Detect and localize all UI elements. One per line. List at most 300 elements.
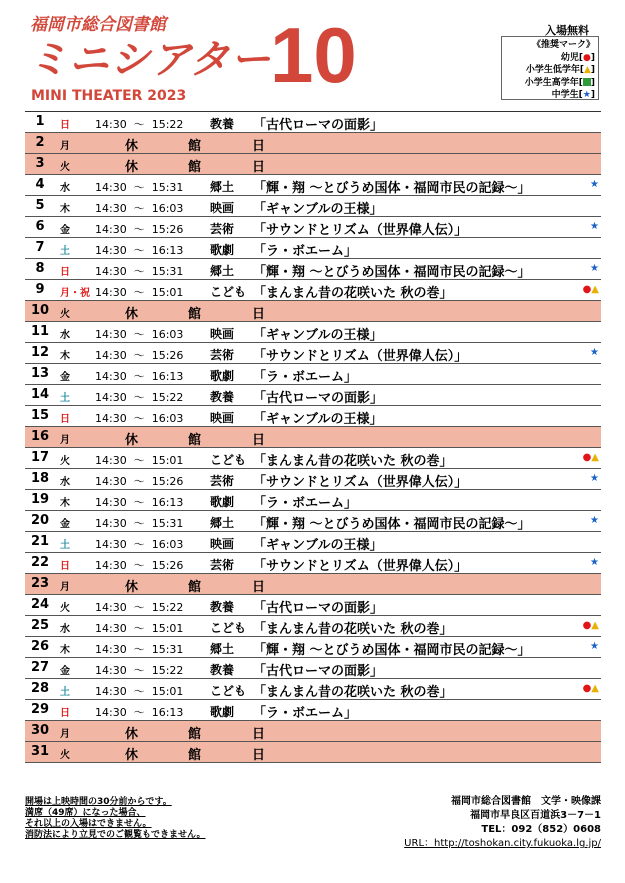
film-title: 「ラ・ボエーム」 [253, 370, 358, 385]
time-separator: ～ [133, 622, 145, 635]
circle-mark-icon: ● [582, 620, 592, 631]
closed-char: 館 [188, 433, 202, 448]
weekday: 月 [60, 141, 70, 152]
closed-char: 日 [252, 580, 266, 595]
film-title: 「輝・翔 ～とびうめ国体・福岡市民の記録～」 [253, 517, 531, 532]
start-time: 14:30 [95, 622, 127, 635]
start-time: 14:30 [95, 349, 127, 362]
start-time: 14:30 [95, 454, 127, 467]
circle-mark-icon: ● [582, 683, 592, 694]
triangle-mark-icon: ▲ [591, 452, 599, 463]
closed-char: 館 [188, 160, 202, 175]
time-separator: ～ [133, 265, 145, 278]
end-time: 15:26 [151, 223, 184, 236]
start-time: 14:30 [95, 538, 127, 551]
recommend-marks [590, 263, 599, 274]
circle-mark-icon: ● [582, 284, 592, 295]
day-number: 27 [30, 660, 50, 675]
admission-label: 入場無料 [545, 24, 589, 37]
end-time: 15:26 [151, 475, 184, 488]
day-number: 21 [30, 534, 50, 549]
start-time: 14:30 [95, 202, 127, 215]
recommend-marks [583, 620, 599, 631]
footer-notes [25, 797, 206, 841]
day-number: 31 [30, 744, 50, 759]
film-title: 「古代ローマの面影」 [253, 601, 384, 616]
weekday: 木 [60, 204, 70, 215]
showtime [95, 284, 183, 300]
day-number: 1 [35, 114, 45, 129]
closed-char: 日 [252, 727, 266, 742]
weekday: 金 [60, 666, 70, 677]
start-time: 14:30 [95, 706, 127, 719]
note-line: 開場は上映時間の30分前からです。 [25, 797, 172, 807]
weekday: 水 [60, 477, 70, 488]
screening-row [25, 469, 601, 490]
showtime [95, 242, 183, 258]
weekday: 火 [60, 603, 70, 614]
day-number: 5 [35, 198, 45, 213]
time-separator: ～ [133, 391, 145, 404]
start-time: 14:30 [95, 496, 127, 509]
closed-day-row [25, 427, 601, 448]
category: 教養 [210, 600, 235, 614]
end-time: 16:03 [151, 412, 184, 425]
time-separator: ～ [133, 496, 145, 509]
start-time: 14:30 [95, 370, 127, 383]
note-line: 消防法により立見でのご観覧もできません。 [25, 830, 206, 840]
closed-day-row [25, 154, 601, 175]
legend-item-lower-elem: 小学生低学年[▲] [525, 65, 595, 75]
day-number: 23 [30, 576, 50, 591]
screening-row [25, 637, 601, 658]
time-separator: ～ [133, 664, 145, 677]
end-time: 15:31 [151, 517, 184, 530]
start-time: 14:30 [95, 223, 127, 236]
film-title: 「ギャンブルの王様」 [253, 412, 383, 427]
end-time: 15:22 [151, 391, 184, 404]
category: 郷土 [210, 642, 235, 656]
weekday: 日 [60, 708, 70, 719]
weekday: 月・祝 [60, 288, 90, 299]
end-time: 15:01 [151, 454, 184, 467]
closed-char: 日 [252, 139, 266, 154]
closed-char: 休 [125, 307, 139, 322]
legend-item-infant: 幼児[●] [560, 52, 595, 63]
recommend-marks [590, 473, 599, 484]
start-time: 14:30 [95, 475, 127, 488]
star-mark-icon: ★ [590, 221, 599, 232]
showtime [95, 557, 183, 573]
screening-row [25, 364, 601, 385]
legend-item-upper-elem: 小学生高学年[ ] [524, 77, 595, 88]
day-number: 18 [30, 471, 50, 486]
showtime [95, 263, 183, 279]
closed-char: 休 [125, 580, 139, 595]
film-title: 「ギャンブルの王様」 [253, 202, 383, 217]
weekday: 木 [60, 645, 70, 656]
showtime [95, 683, 183, 699]
star-mark-icon: ★ [590, 641, 599, 652]
note-line: それ以上の入場はできません。 [25, 819, 152, 829]
page-subtitle: MINI THEATER 2023 [31, 88, 187, 104]
time-separator: ～ [133, 349, 145, 362]
closed-char: 休 [125, 433, 139, 448]
screening-row [25, 322, 601, 343]
category: 教養 [210, 390, 235, 404]
star-mark-icon: ★ [590, 263, 599, 274]
closed-char: 休 [125, 139, 139, 154]
screening-row [25, 196, 601, 217]
time-separator: ～ [133, 412, 145, 425]
weekday: 日 [60, 267, 70, 278]
start-time: 14:30 [95, 643, 127, 656]
weekday: 金 [60, 519, 70, 530]
time-separator: ～ [133, 244, 145, 257]
weekday: 火 [60, 309, 70, 320]
month-number: 10 [270, 11, 357, 99]
star-mark-icon: ★ [590, 557, 599, 568]
closed-char: 館 [188, 139, 202, 154]
closed-char: 館 [188, 307, 202, 322]
contact-org: 福岡市総合図書館 文学・映像課 [451, 796, 601, 807]
recommend-marks [590, 179, 599, 190]
screening-row [25, 280, 601, 301]
end-time: 16:13 [151, 244, 184, 257]
category: 歌劇 [210, 705, 235, 719]
showtime [95, 620, 183, 636]
film-title: 「サウンドとリズム（世界偉人伝）」 [253, 559, 468, 574]
day-number: 14 [30, 387, 50, 402]
showtime [95, 473, 183, 489]
page-title: ミニシアター [28, 37, 272, 83]
weekday: 水 [60, 330, 70, 341]
showtime [95, 704, 183, 720]
screening-row [25, 175, 601, 196]
time-separator: ～ [133, 706, 145, 719]
day-number: 15 [30, 408, 50, 423]
recommend-marks [583, 284, 599, 295]
end-time: 15:31 [151, 265, 184, 278]
screening-row [25, 490, 601, 511]
screening-row [25, 553, 601, 574]
time-separator: ～ [133, 601, 145, 614]
weekday: 月 [60, 435, 70, 446]
time-separator: ～ [133, 559, 145, 572]
contact-address: 福岡市早良区百道浜3－7－1 [470, 810, 601, 821]
contact-tel: TEL：092（852）0608 [481, 824, 601, 835]
start-time: 14:30 [95, 328, 127, 341]
end-time: 15:22 [151, 664, 184, 677]
closed-day-row [25, 742, 601, 763]
end-time: 15:31 [151, 643, 184, 656]
category: 郷土 [210, 180, 235, 194]
contact-url[interactable]: URL：http://toshokan.city.fukuoka.lg.jp/ [404, 838, 601, 849]
start-time: 14:30 [95, 391, 127, 404]
time-separator: ～ [133, 454, 145, 467]
start-time: 14:30 [95, 181, 127, 194]
end-time: 16:03 [151, 538, 184, 551]
weekday: 月 [60, 729, 70, 740]
weekday: 金 [60, 225, 70, 236]
legend-title: 《推奨マーク》 [531, 40, 595, 50]
showtime [95, 326, 183, 342]
square-mark-icon [583, 78, 591, 86]
film-title: 「まんまん昔の花咲いた 秋の巻」 [253, 286, 453, 301]
time-separator: ～ [133, 286, 145, 299]
closed-day-row [25, 301, 601, 322]
day-number: 4 [35, 177, 45, 192]
day-number: 17 [30, 450, 50, 465]
screening-row [25, 259, 601, 280]
closed-char: 館 [188, 580, 202, 595]
film-title: 「サウンドとリズム（世界偉人伝）」 [253, 475, 468, 490]
showtime [95, 599, 183, 615]
time-separator: ～ [133, 181, 145, 194]
day-number: 3 [35, 156, 45, 171]
weekday: 日 [60, 561, 70, 572]
recommend-legend [501, 36, 599, 100]
category: 芸術 [210, 558, 235, 572]
category: 歌劇 [210, 243, 235, 257]
time-separator: ～ [133, 223, 145, 236]
showtime [95, 347, 183, 363]
category: 教養 [210, 663, 235, 677]
start-time: 14:30 [95, 265, 127, 278]
day-number: 7 [35, 240, 45, 255]
closed-char: 休 [125, 748, 139, 763]
screening-row [25, 532, 601, 553]
schedule-table [25, 111, 601, 763]
start-time: 14:30 [95, 244, 127, 257]
day-number: 12 [30, 345, 50, 360]
category: 映画 [210, 201, 235, 215]
day-number: 16 [30, 429, 50, 444]
end-time: 16:03 [151, 202, 184, 215]
end-time: 16:13 [151, 496, 184, 509]
weekday: 水 [60, 183, 70, 194]
film-title: 「まんまん昔の花咲いた 秋の巻」 [253, 622, 453, 637]
closed-char: 日 [252, 748, 266, 763]
end-time: 15:22 [151, 601, 184, 614]
weekday: 土 [60, 687, 70, 698]
weekday: 土 [60, 393, 70, 404]
day-number: 20 [30, 513, 50, 528]
film-title: 「古代ローマの面影」 [253, 391, 384, 406]
film-title: 「サウンドとリズム（世界偉人伝）」 [253, 349, 468, 364]
day-number: 26 [30, 639, 50, 654]
recommend-marks [583, 452, 599, 463]
showtime [95, 116, 183, 132]
category: こども [210, 684, 247, 698]
time-separator: ～ [133, 475, 145, 488]
film-title: 「古代ローマの面影」 [253, 664, 384, 679]
day-number: 25 [30, 618, 50, 633]
weekday: 火 [60, 750, 70, 761]
day-number: 11 [30, 324, 50, 339]
category: 歌劇 [210, 495, 235, 509]
start-time: 14:30 [95, 118, 127, 131]
time-separator: ～ [133, 370, 145, 383]
time-separator: ～ [133, 118, 145, 131]
film-title: 「古代ローマの面影」 [253, 118, 384, 133]
library-name: 福岡市総合図書館 [30, 15, 166, 35]
triangle-mark-icon: ▲ [583, 65, 591, 75]
screening-row [25, 658, 601, 679]
day-number: 6 [35, 219, 45, 234]
screening-row [25, 406, 601, 427]
day-number: 30 [30, 723, 50, 738]
showtime [95, 410, 183, 426]
recommend-marks [583, 683, 599, 694]
day-number: 10 [30, 303, 50, 318]
end-time: 15:01 [151, 286, 184, 299]
time-separator: ～ [133, 517, 145, 530]
end-time: 16:13 [151, 370, 184, 383]
category: 映画 [210, 327, 235, 341]
day-number: 28 [30, 681, 50, 696]
footer-contact [404, 795, 601, 851]
showtime [95, 536, 183, 552]
end-time: 15:01 [151, 622, 184, 635]
legend-item-junior-high: 中学生[★] [551, 90, 595, 100]
recommend-marks [590, 347, 599, 358]
film-title: 「ラ・ボエーム」 [253, 706, 358, 721]
day-number: 8 [35, 261, 45, 276]
day-number: 22 [30, 555, 50, 570]
showtime [95, 200, 183, 216]
showtime [95, 494, 183, 510]
triangle-mark-icon: ▲ [591, 620, 599, 631]
time-separator: ～ [133, 643, 145, 656]
day-number: 29 [30, 702, 50, 717]
time-separator: ～ [133, 202, 145, 215]
recommend-marks [590, 641, 599, 652]
weekday: 木 [60, 498, 70, 509]
screening-row [25, 448, 601, 469]
closed-day-row [25, 133, 601, 154]
recommend-marks [590, 557, 599, 568]
film-title: 「まんまん昔の花咲いた 秋の巻」 [253, 454, 453, 469]
category: こども [210, 285, 247, 299]
closed-day-row [25, 574, 601, 595]
category: 芸術 [210, 222, 235, 236]
category: 映画 [210, 411, 235, 425]
note-line: 満席（49席）になった場合、 [25, 808, 146, 818]
category: 芸術 [210, 348, 235, 362]
showtime [95, 368, 183, 384]
showtime [95, 389, 183, 405]
end-time: 15:01 [151, 685, 184, 698]
closed-char: 日 [252, 160, 266, 175]
time-separator: ～ [133, 685, 145, 698]
star-mark-icon: ★ [582, 90, 591, 100]
showtime [95, 515, 183, 531]
end-time: 15:26 [151, 349, 184, 362]
screening-row [25, 385, 601, 406]
weekday: 金 [60, 372, 70, 383]
film-title: 「ギャンブルの王様」 [253, 538, 383, 553]
star-mark-icon: ★ [590, 179, 599, 190]
screening-row [25, 679, 601, 700]
showtime [95, 641, 183, 657]
end-time: 15:22 [151, 118, 184, 131]
circle-mark-icon: ● [582, 452, 592, 463]
film-title: 「まんまん昔の花咲いた 秋の巻」 [253, 685, 453, 700]
closed-char: 日 [252, 307, 266, 322]
day-number: 9 [35, 282, 45, 297]
film-title: 「輝・翔 ～とびうめ国体・福岡市民の記録～」 [253, 643, 531, 658]
weekday: 水 [60, 624, 70, 635]
showtime [95, 179, 183, 195]
closed-char: 日 [252, 433, 266, 448]
start-time: 14:30 [95, 517, 127, 530]
start-time: 14:30 [95, 412, 127, 425]
screening-row [25, 217, 601, 238]
category: 郷土 [210, 516, 235, 530]
weekday: 日 [60, 414, 70, 425]
category: こども [210, 453, 247, 467]
category: 教養 [210, 117, 235, 131]
showtime [95, 662, 183, 678]
star-mark-icon: ★ [590, 473, 599, 484]
category: 歌劇 [210, 369, 235, 383]
showtime [95, 221, 183, 237]
start-time: 14:30 [95, 601, 127, 614]
weekday: 土 [60, 246, 70, 257]
film-title: 「輝・翔 ～とびうめ国体・福岡市民の記録～」 [253, 181, 531, 196]
start-time: 14:30 [95, 664, 127, 677]
end-time: 16:13 [151, 706, 184, 719]
film-title: 「輝・翔 ～とびうめ国体・福岡市民の記録～」 [253, 265, 531, 280]
showtime [95, 452, 183, 468]
recommend-marks [590, 515, 599, 526]
film-title: 「ギャンブルの王様」 [253, 328, 383, 343]
star-mark-icon: ★ [590, 347, 599, 358]
screening-row [25, 595, 601, 616]
weekday: 火 [60, 456, 70, 467]
end-time: 15:26 [151, 559, 184, 572]
start-time: 14:30 [95, 559, 127, 572]
circle-mark-icon: ● [583, 52, 591, 63]
closed-day-row [25, 721, 601, 742]
day-number: 2 [35, 135, 45, 150]
day-number: 24 [30, 597, 50, 612]
closed-char: 休 [125, 727, 139, 742]
weekday: 日 [60, 120, 70, 131]
screening-row [25, 343, 601, 364]
screening-row [25, 238, 601, 259]
category: 芸術 [210, 474, 235, 488]
start-time: 14:30 [95, 286, 127, 299]
weekday: 土 [60, 540, 70, 551]
weekday: 火 [60, 162, 70, 173]
screening-row [25, 511, 601, 532]
time-separator: ～ [133, 328, 145, 341]
closed-char: 館 [188, 727, 202, 742]
screening-row [25, 616, 601, 637]
recommend-marks [590, 221, 599, 232]
time-separator: ～ [133, 538, 145, 551]
film-title: 「サウンドとリズム（世界偉人伝）」 [253, 223, 468, 238]
category: こども [210, 621, 247, 635]
film-title: 「ラ・ボエーム」 [253, 496, 358, 511]
end-time: 15:31 [151, 181, 184, 194]
weekday: 木 [60, 351, 70, 362]
triangle-mark-icon: ▲ [591, 683, 599, 694]
category: 映画 [210, 537, 235, 551]
screening-row [25, 112, 601, 133]
